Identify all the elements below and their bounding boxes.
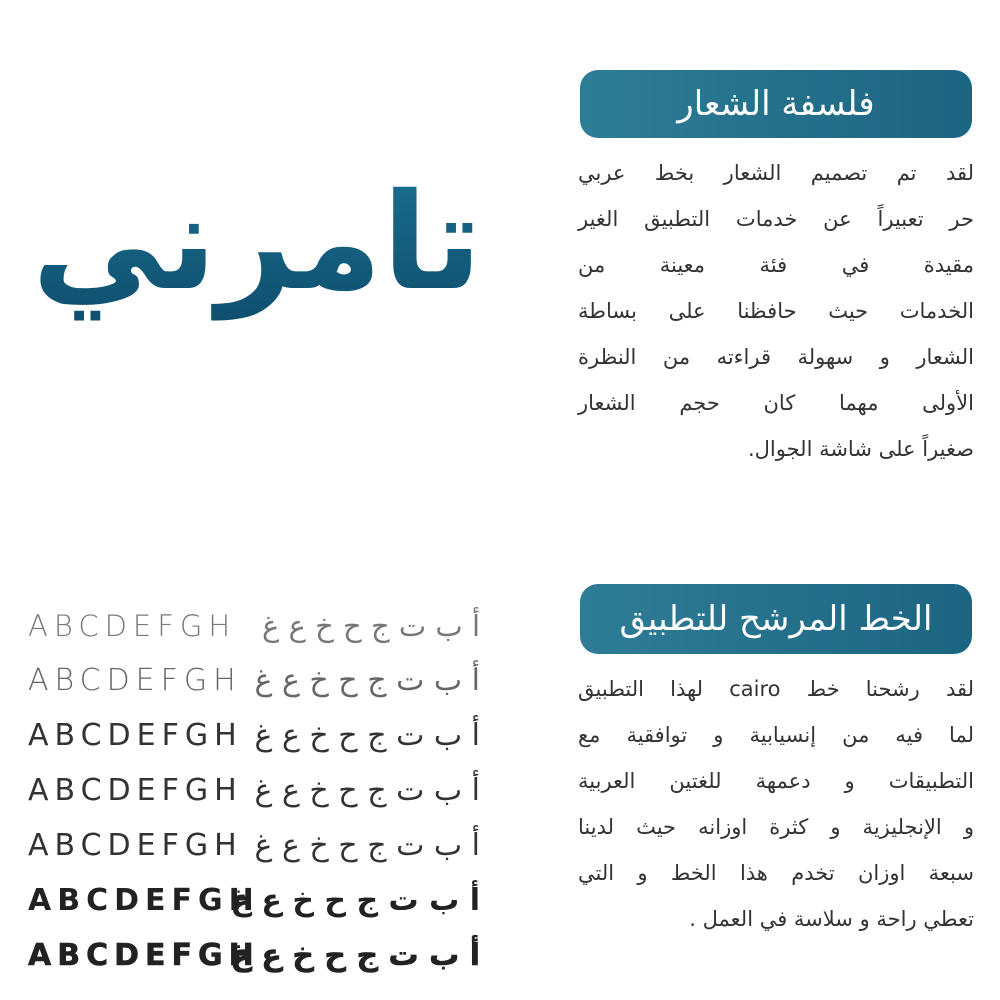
font-line: سبعة اوزان تخدم هذا الخط و التي [578, 861, 974, 885]
font-paragraph [578, 666, 974, 942]
philosophy-line: حر تعبيراً عن خدمات التطبيق الغير [578, 207, 974, 231]
philosophy-line: مقيدة في فئة معينة من [578, 253, 974, 277]
philosophy-line: لقد تم تصميم الشعار بخط عربي [578, 161, 974, 185]
latin-specimen-weight-2: ABCDEFGH [28, 663, 242, 698]
latin-specimen-weight-7: ABCDEFGH [28, 938, 260, 973]
philosophy-line: الأولى مهما كان حجم الشعار [578, 391, 974, 415]
font-line: التطبيقات و دعمهة للغتين العربية [578, 769, 974, 793]
latin-specimen-weight-1: ABCDEFGH [28, 609, 237, 643]
font-title: الخط المرشح للتطبيق [580, 584, 972, 654]
philosophy-title: فلسفة الشعار [580, 70, 972, 138]
font-line: لما فيه من إنسيابية و توافقية مع [578, 723, 974, 747]
font-line: لقد رشحنا خط cairo لهذا التطبيق [578, 677, 974, 701]
philosophy-line: الشعار و سهولة قراءته من النظرة [578, 345, 974, 369]
tamrni-logo [22, 108, 492, 358]
philosophy-line: الخدمات حيث حافظنا على بساطة [578, 299, 974, 323]
font-line: و الإنجليزية و كثرة اوزانه حيث لدينا [578, 815, 974, 839]
arabic-specimen-weight-7: أ ب ت ج ح خ ع غ [230, 938, 480, 973]
arabic-specimen-weight-2: أ ب ت ج ح خ ع غ [254, 663, 480, 698]
latin-specimen-weight-5: ABCDEFGH [28, 828, 243, 863]
arabic-specimen-weight-1: أ ب ت ج ح خ ع غ [262, 609, 480, 643]
philosophy-paragraph [578, 150, 974, 472]
arabic-specimen-weight-6: أ ب ت ج ح خ ع غ [230, 883, 480, 918]
arabic-specimen-weight-4: أ ب ت ج ح خ ع غ [254, 773, 480, 808]
latin-specimen-weight-6: ABCDEFGH [28, 883, 260, 918]
font-line: تعطي راحة و سلاسة في العمل . [689, 907, 974, 931]
arabic-specimen-weight-5: أ ب ت ج ح خ ع غ [254, 828, 480, 863]
latin-specimen-weight-4: ABCDEFGH [28, 773, 243, 808]
philosophy-line: صغيراً على شاشة الجوال. [748, 437, 974, 461]
logo-wordmark: تامرني [31, 165, 483, 320]
arabic-specimen-weight-3: أ ب ت ج ح خ ع غ [254, 718, 480, 753]
latin-specimen-weight-3: ABCDEFGH [28, 718, 243, 753]
